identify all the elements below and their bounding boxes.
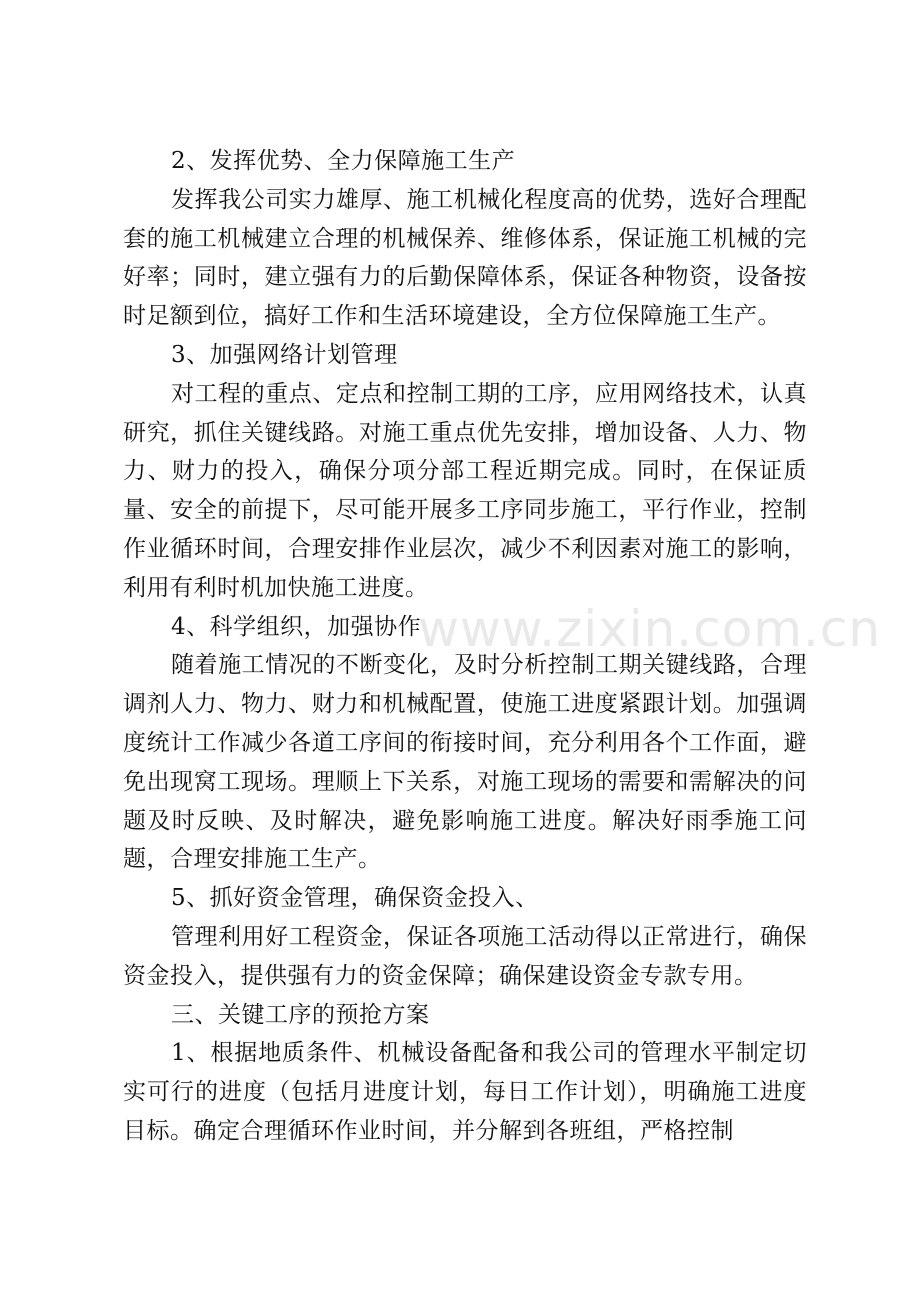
section-heading-3: 3、加强网络计划管理 [171,341,398,368]
paragraph-4: 随着施工情况的不断变化，及时分析控制工期关键线路，合理调剂人力、物力、财力和机械配置，使施工进度紧跟计划。加强调度统计工作减少各道工序间的衔接时间，充分利用各个工作面，避免出现窝工现场。理顺上下关系，对施工现场的需要和需解决的问题及时反映、及时解决，避免影响施工进度。解决好雨季施工问题，合理安排施工生产。 [123,652,807,873]
chapter-heading-key-processes: 三、关键工序的预抢方案 [171,1001,430,1028]
paragraph-key-processes-1: 1、根据地质条件、机械设备配备和我公司的管理水平制定切实可行的进度（包括月进度计划，每日工作计划），明确施工进度目标。确定合理循环作业时间，并分解到各班组，严格控制 [123,1040,807,1144]
paragraph-5: 管理利用好工程资金，保证各项施工活动得以正常进行，确保资金投入，提供强有力的资金保障；确保建设资金专款专用。 [123,923,807,989]
paragraph-3: 对工程的重点、定点和控制工期的工序，应用网络技术，认真研究，抓住关键线路。对施工重点优先安排，增加设备、人力、物力、财力的投入，确保分项分部工程近期完成。同时，在保证质量、安全的前提下，尽可能开展多工序同步施工，平行作业，控制作业循环时间，合理安排作业层次，减少不利因素对施工的影响，利用有利时机加快施工进度。 [123,380,807,601]
section-heading-4: 4、科学组织，加强协作 [171,613,422,640]
document-body [123,142,807,1151]
watermark: www.zixin.com.cn [418,600,882,658]
section-heading-2: 2、发挥优势、全力保障施工生产 [171,148,516,174]
section-heading-5: 5、抓好资金管理，确保资金投入、 [171,885,539,912]
paragraph-2: 发挥我公司实力雄厚、施工机械化程度高的优势，选好合理配套的施工机械建立合理的机械保养、维修体系，保证施工机械的完好率；同时，建立强有力的后勤保障体系，保证各种物资，设备按时足额到位，搞好工作和生活环境建设，全方位保障施工生产。 [123,186,807,330]
